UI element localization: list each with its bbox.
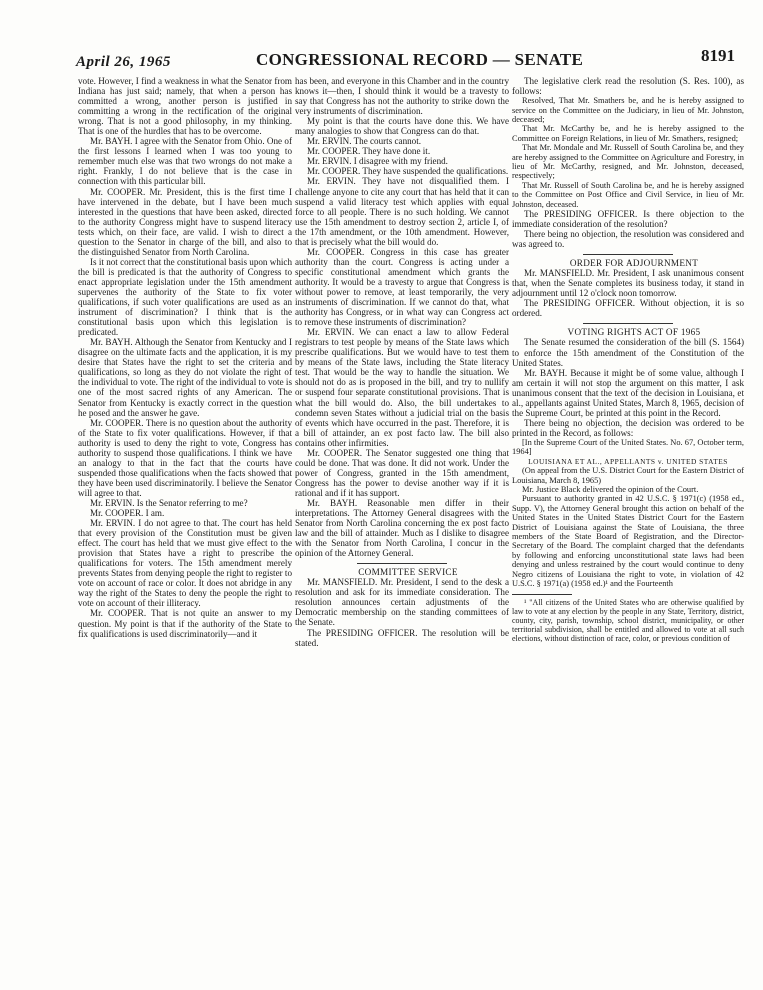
column-2: [295, 76, 509, 648]
paragraph: Mr. ERVIN. We can enact a law to allow Federal registrars to test people by means of the State laws which prescribe qualifications. But we would have to test them by means of the State laws, including the State literacy test. That would be the way to handle the situation. We should not do as is proposed in the bill, and try to nullify or suspend four separate constitutional provisions. That is what the bill would do. Also, the bill undertakes to condemn seven States without a judicial trial on the basis of events which have occurred in the past. Therefore, it is a bill of attainder, an ex post facto law. The bill also contains other infirmities.: [295, 327, 509, 448]
paragraph: Mr. COOPER. I am.: [90, 508, 165, 519]
paragraph: Mr. ERVIN. I do not agree to that. The court has held that every provision of the Constitution must be given effect. The court has held that we must give effect to the provision that States have a right to prescribe the qualifications for voters. The 15th amendment merely prevents States from denying people the right to register to vote on account of race or color. It does not abridge in any way the right of the States to deny the people the right to vote on account of their illiteracy.: [78, 518, 292, 609]
paragraph: Pursuant to authority granted in 42 U.S.C. § 1971(c) (1958 ed., Supp. V), the Attorney General brought this action on behalf of the United States in the United States District Court for the Eastern District of Louisiana against the State of Louisiana, the three members of the State Board of Registration, and the Director-Secretary of the Board. The complaint charged that the defendants by following and enforcing unconstitutional state laws had been denying and unless restrained by the court would continue to deny Negro citizens of Louisiana the right to vote, in violation of 42 U.S.C. § 1971(a) (1958 ed.)¹ and the Fourteenth: [512, 494, 744, 589]
column-3: [512, 76, 744, 643]
paragraph: Mr. Justice Black delivered the opinion of the Court.: [522, 484, 699, 494]
issue-date: April 26, 1965: [76, 54, 171, 70]
footnote-divider: [512, 594, 572, 595]
court-caption: [In the Supreme Court of the United States. No. 67, October term, 1964]: [512, 437, 744, 457]
paragraph: Mr. BAYH. Although the Senator from Kentucky and I disagree on the ultimate facts and the application, it is my desire that States have the right to set the criteria and qualifications, so long as they do not violate the right of the individual to vote. The right of the individual to vote is one of the most sacred rights of any American. The Senator from Kentucky is exactly correct in the question he posed and the answer he gave.: [78, 337, 292, 418]
paragraph: Mr. COOPER. There is no question about the authority of the State to fix voter qualifications. However, if that authority is used to deny the right to vote, Congress has authority to suspend those qualifications. I think we have an analogy to that in the fact that the courts have suspended those qualifications when the facts showed that they have been used discriminatorily. I believe the Senator will agree to that.: [78, 417, 292, 498]
paragraph: Mr. ERVIN. Is the Senator referring to me?: [90, 497, 248, 508]
paragraph: Mr. BAYH. Because it might be of some value, although I am certain it will not stop the argument on this matter, I ask unanimous consent that the text of the decision in Louisiana, et al., appellants against United States, March 8, 1965, decision of the Supreme Court, be printed at this point in the Record.: [512, 367, 744, 418]
section-divider: [357, 563, 447, 564]
paragraph: Resolved, That Mr. Smathers be, and he is hereby assigned to service on the Committee on the Judiciary, in lieu of Mr. Johnston, deceased;: [512, 96, 744, 124]
paragraph: vote. However, I find a weakness in what the Senator from Indiana has just said; namely, that when a person has committed a wrong, another person is justified in committing a wrong in the rectification of the original wrong. That is not a good philosophy, in my thinking. That is one of the hurdles that has to be overcome.: [78, 76, 292, 137]
paragraph: There being no objection, the decision was ordered to be printed in the Record, as follows:: [512, 417, 744, 438]
paragraph: Mr. COOPER. They have done it.: [307, 146, 431, 157]
paragraph: Mr. ERVIN. I disagree with my friend.: [307, 156, 448, 167]
paragraph: The PRESIDING OFFICER. The resolution will be stated.: [295, 627, 509, 648]
paragraph: That Mr. Mondale and Mr. Russell of South Carolina be, and they are hereby assigned to the Committee on Agriculture and Forestry, in lieu of Mr. McCarthy, resigned, and Mr. Johnston, deceased, respectively;: [512, 143, 744, 181]
paragraph: Mr. COOPER. The Senator suggested one thing that could be done. That was done. It did not work. Under the power of Congress, granted in the 15th amendment, Congress has the power to devise another way if it is rational and if it has support.: [295, 447, 509, 498]
section-divider: [583, 254, 673, 255]
case-title: LOUISIANA ET AL., APPELLANTS v. UNITED STATES: [528, 456, 728, 466]
publication-title: CONGRESSIONAL RECORD — SENATE: [256, 50, 584, 69]
paragraph: (On appeal from the U.S. District Court for the Eastern District of Louisiana, March 8, 1965): [512, 466, 744, 485]
page-number: 8191: [701, 46, 735, 65]
paragraph: That Mr. Russell of South Carolina be, and he is hereby assigned to the Committee on Post Office and Civil Service, in lieu of Mr. Johnston, deceased.: [512, 180, 744, 209]
paragraph: Mr. COOPER. They have suspended the qualifications.: [307, 166, 509, 177]
resolution-text: [512, 96, 744, 209]
paragraph: has been, and everyone in this Chamber and in the country knows it—then, I should think it would be a travesty to say that Congress has not the authority to strike down the very instruments of discrimination.: [295, 76, 509, 117]
paragraph: There being no objection, the resolution was considered and was agreed to.: [512, 229, 744, 250]
section-divider: [583, 323, 673, 324]
paragraph: Mr. COOPER. Mr. President, this is the first time I have intervened in the debate, but I have been much interested in the questions that have been asked, directed to the authority Congress might have to suspend literacy tests which, on their face, are valid. I wish to direct a question to the Senator in charge of the bill, and also to the distinguished Senator from North Carolina.: [78, 186, 292, 257]
paragraph: My point is that the courts have done this. We have many analogies to show that Congress can do that.: [295, 116, 509, 137]
paragraph: Mr. ERVIN. They have not disqualified them. I challenge anyone to cite any court that has held that it can suspend a valid literacy test which applies with equal force to all people. There is no such holding. We cannot use the 15th amendment to destroy section 2, article I, of the 17th amendment, or the 10th amendment. However, that is precisely what the bill would do.: [295, 176, 509, 247]
paragraph: The legislative clerk read the resolution (S. Res. 100), as follows:: [512, 76, 744, 97]
column-1: [78, 76, 292, 639]
paragraph: Mr. COOPER. Congress in this case has greater authority than the court. Congress is acting under a specific constitutional amendment which grants the authority. It would be a travesty to argue that Congress is without power to remove, at least temporarily, the very instruments of discrimination. If we cannot do that, what authority has Congress, or in what way can Congress act to remove these instruments of discrimination?: [295, 246, 509, 328]
paragraph: Mr. MANSFIELD. Mr. President, I send to the desk a resolution and ask for its immediate consideration. The resolution announces certain adjustments of the Democratic membership on the standing committees of the Senate.: [295, 577, 509, 628]
paragraph: Mr. COOPER. That is not quite an answer to my question. My point is that if the authority of the State to fix qualifications is used discriminatorily—and it: [78, 608, 292, 639]
paragraph: Mr. MANSFIELD. Mr. President, I ask unanimous consent that, when the Senate completes its business today, it stand in adjournment until 12 o'clock noon tomorrow.: [512, 268, 744, 299]
section-heading: VOTING RIGHTS ACT OF 1965: [567, 327, 701, 338]
section-heading: ORDER FOR ADJOURNMENT: [569, 258, 699, 269]
paragraph: Is it not correct that the constitutional basis upon which the bill is predicated is that the authority of Congress to enact appropriate legislation under the 15th amendment supervenes the authority of the State to fix voter qualifications, if such voter qualifications are used as an instrument of discrimination? I think that is the constitutional basis upon which this legislation is predicated.: [78, 256, 292, 338]
paragraph: Mr. BAYH. I agree with the Senator from Ohio. One of the first lessons I learned when I was too young to remember much else was that two wrongs do not make a right. Frankly, I do not believe that is the case in connection with this particular bill.: [78, 136, 292, 187]
paragraph: Mr. ERVIN. The courts cannot.: [307, 136, 422, 147]
paragraph: The PRESIDING OFFICER. Is there objection to the immediate consideration of the resolution?: [512, 208, 744, 230]
court-decision: [512, 438, 744, 589]
paragraph: That Mr. McCarthy be, and he is hereby assigned to the Committee on Foreign Relations, in lieu of Mr. Smathers, resigned;: [512, 124, 744, 143]
paragraph: Mr. BAYH. Reasonable men differ in their interpretations. The Attorney General disagrees with the Senator from North Carolina concerning the ex post facto law and the bill of attainder. Much as I dislike to disagree with the Senator from North Carolina, I concur in the opinion of the Attorney General.: [295, 497, 509, 559]
footnote: ¹ "All citizens of the United States who are otherwise qualified by law to vote at any election by the people in any State, Territory, district, county, city, parish, township, school district, municipality, or other territorial subdivision, shall be entitled and allowed to vote at all such elections, without distinction of race, color, or previous condition of: [512, 598, 744, 644]
section-heading: COMMITTEE SERVICE: [358, 567, 458, 578]
paragraph: The PRESIDING OFFICER. Without objection, it is so ordered.: [512, 298, 744, 319]
page-header: [0, 0, 763, 70]
paragraph: The Senate resumed the consideration of the bill (S. 1564) to enforce the 15th amendment of the Constitution of the United States.: [512, 337, 744, 368]
